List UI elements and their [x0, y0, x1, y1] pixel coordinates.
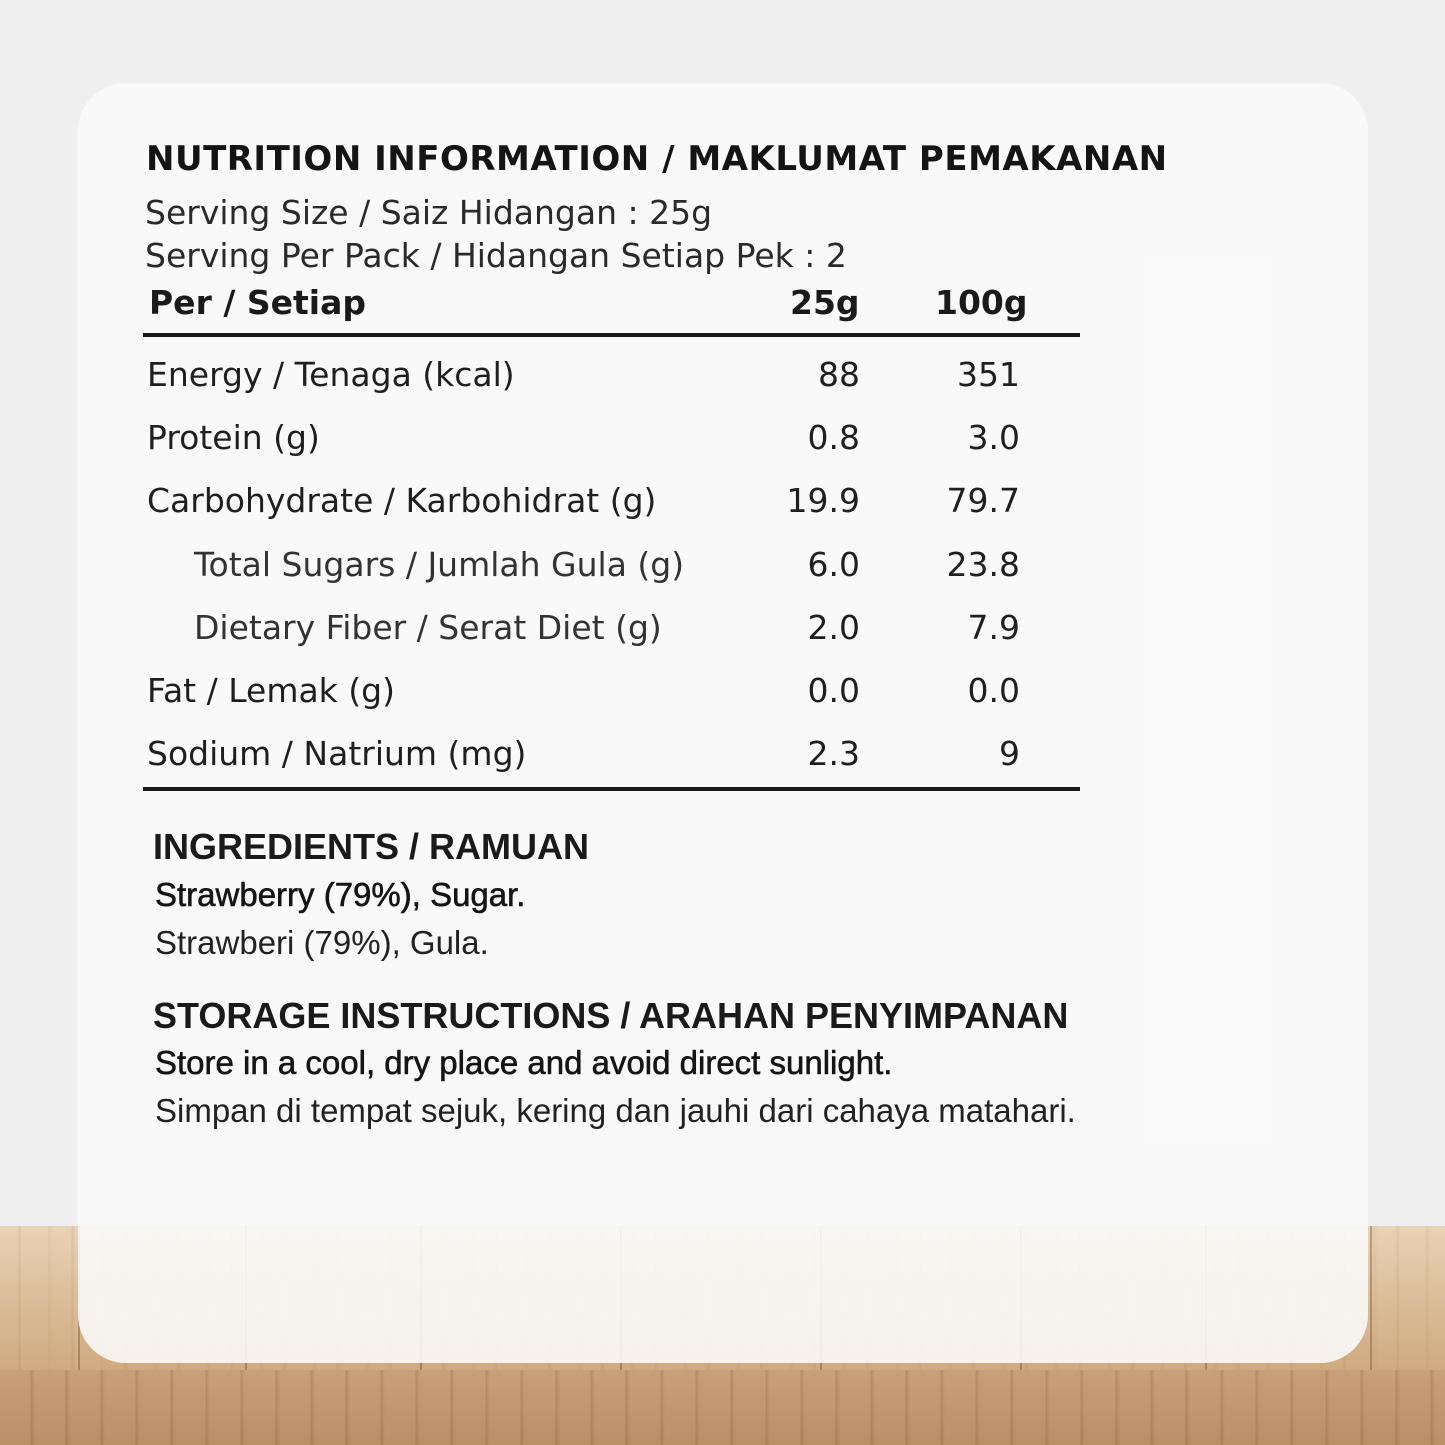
storage-english: Store in a cool, dry place and avoid direct sunlight. — [155, 1044, 893, 1081]
per-header-label: Per / Setiap — [149, 283, 366, 322]
row-sodium-label: Sodium / Natrium (mg) — [147, 734, 527, 773]
row-protein-100g: 3.0 — [967, 418, 1020, 457]
row-sodium-25g: 2.3 — [807, 734, 860, 773]
row-carbohydrate-label: Carbohydrate / Karbohidrat (g) — [147, 481, 657, 520]
row-total-sugars-100g: 23.8 — [946, 545, 1020, 584]
row-protein-25g: 0.8 — [807, 418, 860, 457]
row-energy-label: Energy / Tenaga (kcal) — [147, 355, 515, 394]
row-protein-label: Protein (g) — [147, 418, 320, 457]
ingredients-malay: Strawberi (79%), Gula. — [155, 924, 489, 961]
col-header-25g: 25g — [790, 283, 860, 322]
ingredients-english: Strawberry (79%), Sugar. — [155, 876, 526, 913]
row-dietary-fiber-100g: 7.9 — [967, 608, 1020, 647]
row-energy-25g: 88 — [818, 355, 860, 394]
row-fat-25g: 0.0 — [807, 671, 860, 710]
row-dietary-fiber-25g: 2.0 — [807, 608, 860, 647]
row-energy-100g: 351 — [957, 355, 1020, 394]
table-bottom-rule — [143, 787, 1080, 791]
row-sodium-100g: 9 — [999, 734, 1020, 773]
row-total-sugars-label: Total Sugars / Jumlah Gula (g) — [194, 545, 685, 584]
row-fat-100g: 0.0 — [967, 671, 1020, 710]
row-total-sugars-25g: 6.0 — [807, 545, 860, 584]
ingredients-title: INGREDIENTS / RAMUAN — [153, 826, 590, 867]
row-carbohydrate-100g: 79.7 — [946, 481, 1020, 520]
col-header-100g: 100g — [935, 283, 1028, 322]
storage-malay: Simpan di tempat sejuk, kering dan jauhi dari cahaya matahari. — [155, 1092, 1076, 1129]
row-carbohydrate-25g: 19.9 — [786, 481, 860, 520]
serving-per-pack: Serving Per Pack / Hidangan Setiap Pek : 2 — [145, 236, 847, 275]
row-fat-label: Fat / Lemak (g) — [147, 671, 395, 710]
label-card — [78, 83, 1368, 1363]
serving-size: Serving Size / Saiz Hidangan : 25g — [145, 193, 713, 232]
row-dietary-fiber-label: Dietary Fiber / Serat Diet (g) — [194, 608, 662, 647]
nutrition-title: NUTRITION INFORMATION / MAKLUMAT PEMAKANAN — [146, 139, 1168, 179]
wooden-table-edge — [0, 1370, 1445, 1445]
storage-title: STORAGE INSTRUCTIONS / ARAHAN PENYIMPANAN — [153, 995, 1069, 1036]
table-top-rule — [143, 333, 1080, 337]
